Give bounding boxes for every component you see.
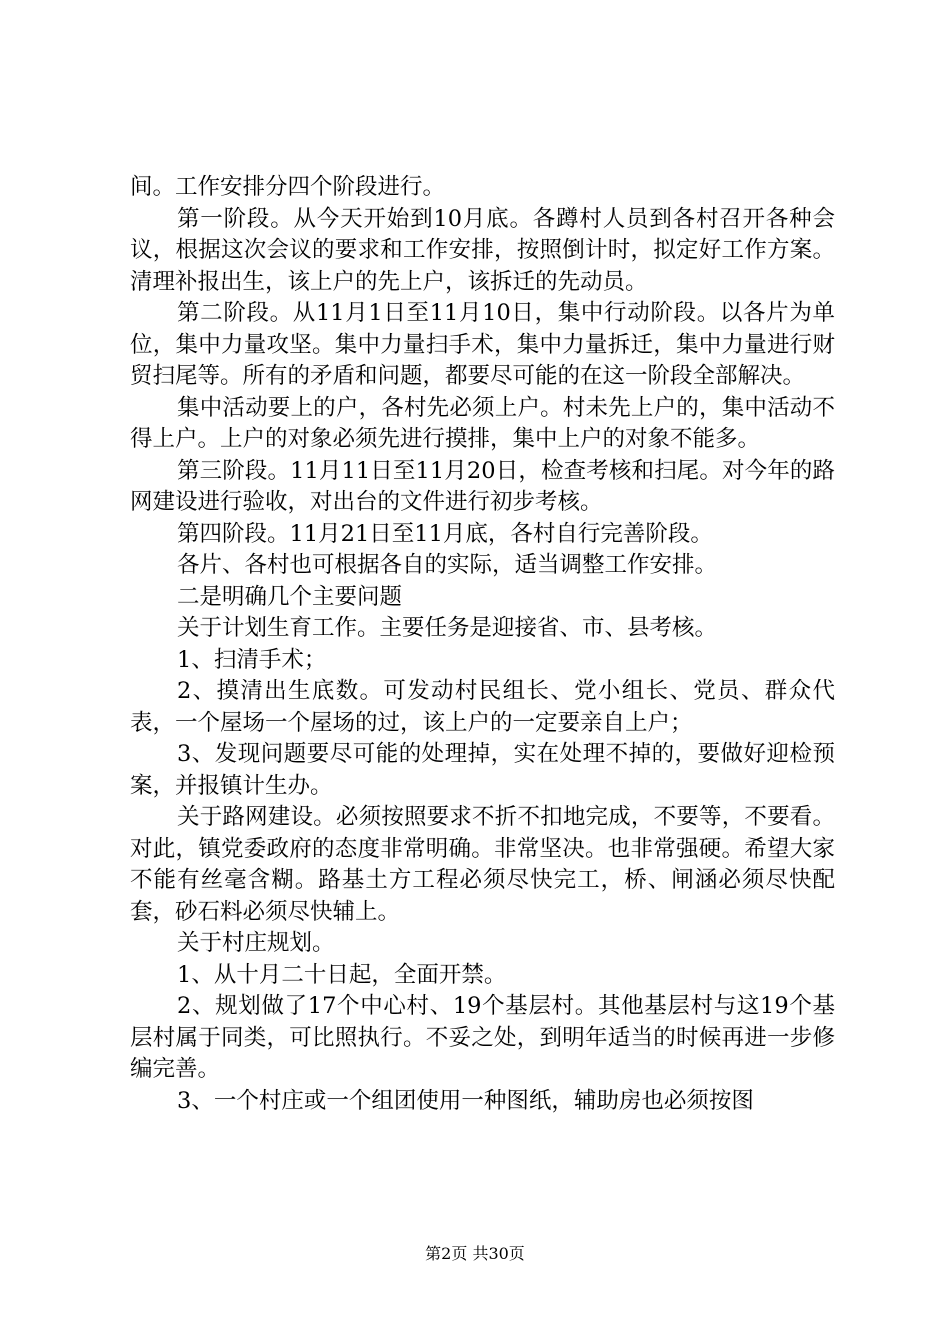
paragraph-6: 各片、各村也可根据各自的实际，适当调整工作安排。 xyxy=(177,552,718,578)
paragraph-10: 2、摸清出生底数。可发动村民组长、党小组长、党员、群众代表，一个屋场一个屋场的过，该上户的一定要亲自上户； xyxy=(130,678,835,736)
paragraph-13: 关于村庄规划。 xyxy=(177,930,335,956)
paragraph-11: 3、发现问题要尽可能的处理掉，实在处理不掉的，要做好迎检预案，并报镇计生办。 xyxy=(130,741,835,799)
paragraph-0: 间。工作安排分四个阶段进行。 xyxy=(130,174,446,200)
paragraph-2: 第二阶段。从11月1日至11月10日，集中行动阶段。以各片为单位，集中力量攻坚。集中力量扫手术，集中力量拆迁，集中力量进行财贸扫尾等。所有的矛盾和问题，都要尽可能的在这一阶段全部解决。 xyxy=(130,300,835,389)
paragraph-9: 1、扫清手术； xyxy=(177,646,327,673)
paragraph-5: 第四阶段。11月21日至11月底，各村自行完善阶段。 xyxy=(177,520,713,547)
paragraph-12: 关于路网建设。必须按照要求不折不扣地完成，不要等，不要看。对此，镇党委政府的态度非常明确。非常坚决。也非常强硬。希望大家不能有丝毫含糊。路基土方工程必须尽快完工，桥、闸涵必须尽快配套，砂石料必须尽快辅上。 xyxy=(130,804,835,925)
paragraph-8: 关于计划生育工作。主要任务是迎接省、市、县考核。 xyxy=(177,615,718,641)
paragraph-15: 2、规划做了17个中心村、19个基层村。其他基层村与这19个基层村属于同类，可比照执行。不妥之处，到明年适当的时候再进一步修编完善。 xyxy=(130,993,835,1082)
paragraph-14: 1、从十月二十日起，全面开禁。 xyxy=(177,961,507,988)
paragraph-4: 第三阶段。11月11日至11月20日，检查考核和扫尾。对今年的路网建设进行验收，对出台的文件进行初步考核。 xyxy=(130,457,835,515)
page-footer xyxy=(0,1244,950,1264)
paragraph-3: 集中活动要上的户，各村先必须上户。村未先上户的，集中活动不得上户。上户的对象必须先进行摸排，集中上户的对象不能多。 xyxy=(130,394,835,452)
paragraph-7: 二是明确几个主要问题 xyxy=(177,583,403,610)
paragraph-1: 第一阶段。从今天开始到10月底。各蹲村人员到各村召开各种会议，根据这次会议的要求和工作安排，按照倒计时，拟定好工作方案。清理补报出生，该上户的先上户，该拆迁的先动员。 xyxy=(130,205,835,295)
page-number-label: 第2页 共30页 xyxy=(425,1244,525,1263)
document-body xyxy=(130,172,835,1117)
paragraph-16: 3、一个村庄或一个组团使用一种图纸，辅助房也必须按图 xyxy=(177,1087,754,1114)
